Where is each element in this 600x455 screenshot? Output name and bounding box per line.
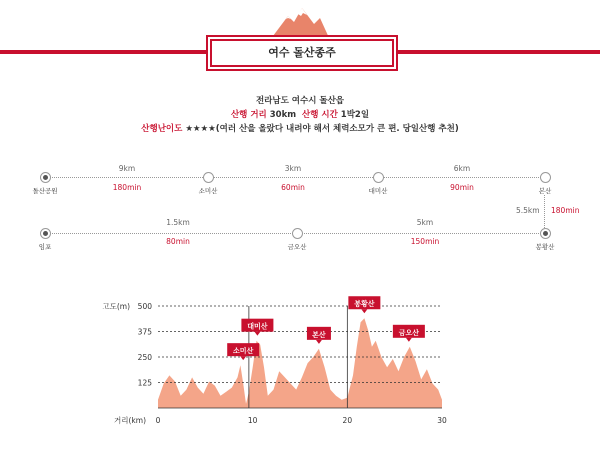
segment-km: 1.5km — [166, 218, 190, 227]
segment-min: 90min — [450, 183, 474, 192]
x-tick-label: 20 — [342, 416, 353, 425]
x-tick-label: 30 — [437, 416, 447, 425]
segment-km: 5km — [416, 218, 434, 227]
peak-name: 봉황산 — [354, 300, 375, 309]
peak-label-pointer — [361, 309, 367, 313]
y-tick-label: 125 — [137, 378, 152, 388]
mountain-logo-icon — [270, 6, 330, 40]
peak-label — [241, 319, 273, 336]
x-tick-label: 10 — [247, 416, 258, 425]
peak-label-pointer — [406, 338, 412, 342]
stop-geumosan — [292, 228, 303, 239]
stop-label: 금오산 — [287, 243, 307, 251]
segment-min: 80min — [166, 237, 190, 246]
peak-label-pointer — [316, 340, 322, 344]
stop-label: 돌산공원 — [32, 187, 58, 195]
difficulty-note: (여러 산을 올랐다 내려야 해서 체력소모가 큰 편. 당일산행 추천) — [215, 124, 459, 134]
peak-label-pointer — [240, 356, 246, 360]
stop-daemisan — [373, 172, 384, 183]
peak-name: 대미산 — [247, 322, 268, 331]
page-title: 여수 돌산종주 — [210, 39, 394, 67]
segment-km: 9km — [118, 164, 136, 173]
elevation-chart — [0, 270, 600, 455]
distance-label: 산행 거리 — [230, 110, 267, 120]
location-text: 전라남도 여수시 돌산읍 — [255, 96, 345, 106]
x-tick-label: 0 — [155, 416, 161, 425]
distance-time-line — [0, 108, 600, 120]
segment-km: 6km — [453, 164, 471, 173]
time-label: 산행 시간 — [302, 110, 338, 120]
x-axis-label: 거리(km) — [114, 416, 146, 425]
stop-label: 대미산 — [368, 187, 388, 195]
peak-label — [307, 327, 331, 344]
route-connector-line — [544, 195, 545, 228]
stop-label: 소미산 — [198, 187, 218, 195]
segment-min: 60min — [281, 183, 305, 192]
peak-label-pointer — [254, 332, 260, 336]
stop-impo — [40, 228, 51, 239]
y-tick-label: 500 — [137, 302, 152, 311]
peak-name: 소미산 — [233, 347, 254, 356]
time-value: 1박2일 — [340, 110, 370, 120]
stop-dolsan-park — [40, 172, 51, 183]
stop-label: 임포 — [38, 243, 52, 251]
peak-name: 금오산 — [398, 328, 420, 337]
stop-bonsan — [540, 172, 551, 183]
difficulty-label: 산행난이도 — [141, 124, 183, 134]
segment-km: 3km — [284, 164, 302, 173]
connector-km: 5.5km — [516, 206, 540, 215]
stop-label: 봉황산 — [535, 243, 555, 251]
y-axis-label: 고도(m) — [102, 302, 130, 311]
y-tick-label: 375 — [137, 327, 152, 337]
connector-min: 180min — [551, 206, 580, 215]
difficulty-stars: ★★★★ — [185, 124, 216, 134]
stop-somisan — [203, 172, 214, 183]
distance-value: 30km — [269, 110, 297, 120]
stop-label: 본산 — [538, 187, 552, 195]
route-top-line — [45, 177, 545, 178]
y-tick-label: 250 — [137, 353, 152, 362]
difficulty-line — [0, 122, 600, 134]
segment-min: 150min — [410, 237, 440, 246]
peak-label — [348, 296, 380, 313]
stop-bonghwangsan — [540, 228, 551, 239]
peak-name: 본산 — [312, 330, 326, 339]
segment-min: 180min — [112, 183, 142, 192]
peak-label — [393, 325, 425, 342]
